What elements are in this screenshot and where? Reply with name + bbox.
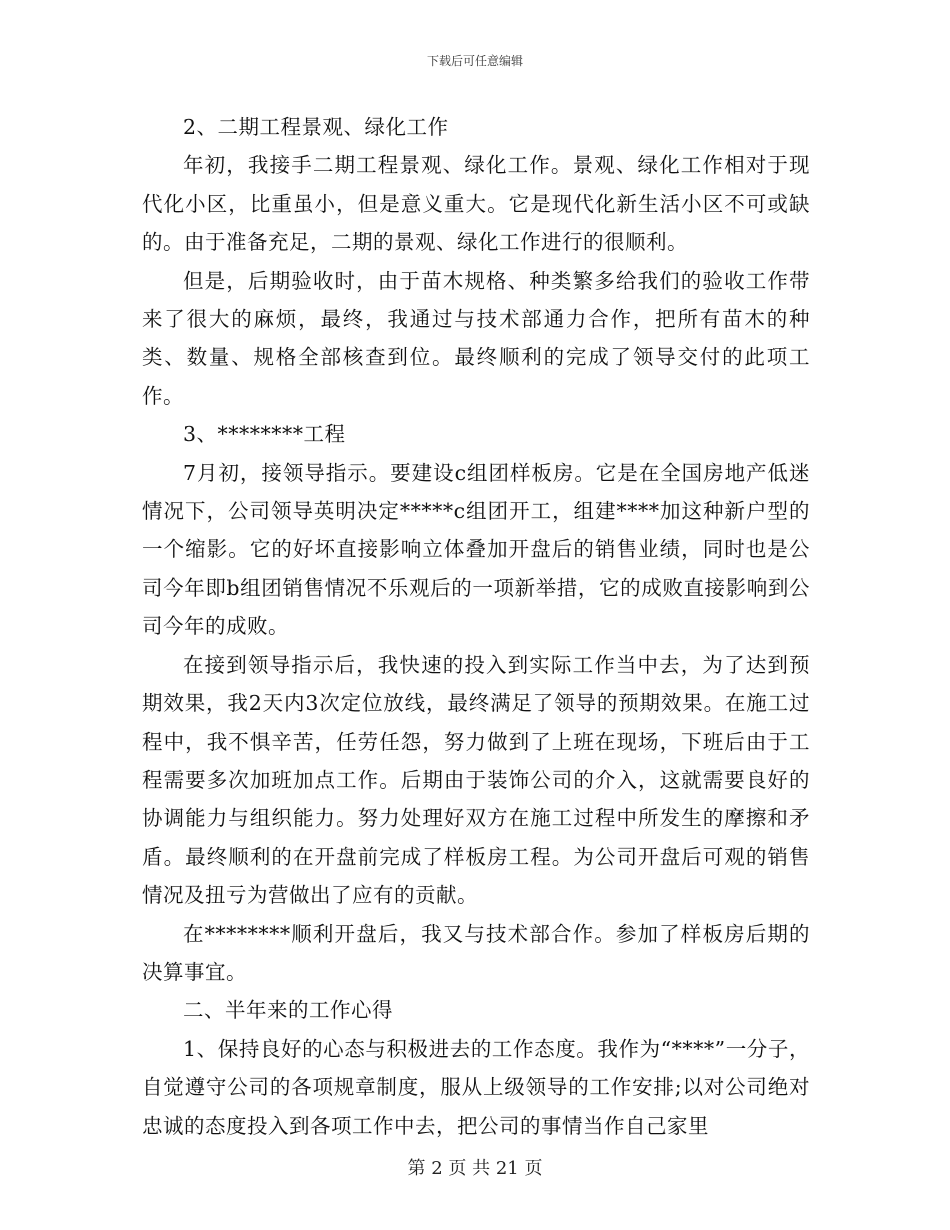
page-header-note: 下载后可任意编辑 <box>426 54 523 68</box>
document-body <box>142 108 810 1145</box>
paragraph: 但是，后期验收时，由于苗木规格、种类繁多给我们的验收工作带来了很大的麻烦，最终，我通过与技术部通力合作，把所有苗木的种类、数量、规格全部核查到位。最终顺利的完成了领导交付的此项工作。 <box>142 268 810 408</box>
section-heading-phase2-landscaping: 2、二期工程景观、绿化工作 <box>183 115 449 139</box>
paragraph: 1、保持良好的心态与积极进去的工作态度。我作为“****”一分子，自觉遵守公司的各项规章制度，服从上级领导的工作安排;以对公司绝对忠诚的态度投入到各项工作中去，把公司的事情当作自己家里 <box>142 1036 810 1138</box>
paragraph: 年初，我接手二期工程景观、绿化工作。景观、绿化工作相对于现代化小区，比重虽小，但是意义重大。它是现代化新生活小区不可或缺的。由于准备充足，二期的景观、绿化工作进行的很顺利。 <box>142 153 810 255</box>
section-heading-project: 3、********工程 <box>183 422 346 447</box>
paragraph: 7月初，接领导指示。要建设c组团样板房。它是在全国房地产低迷情况下，公司领导英明决定*****c组团开工，组建****加这种新户型的一个缩影。它的好坏直接影响立体叠加开盘后的销售业绩，同时也是公司今年即b组团销售情况不乐观后的一项新举措，它的成败直接影响到公司今年的成败。 <box>142 460 810 639</box>
page-number: 第 2 页 共 21 页 <box>407 1158 543 1179</box>
paragraph: 在接到领导指示后，我快速的投入到实际工作当中去，为了达到预期效果，我2天内3次定位放线，最终满足了领导的预期效果。在施工过程中，我不惧辛苦，任劳任怨，努力做到了上班在现场，下班后由于工程需要多次加班加点工作。后期由于装饰公司的介入，这就需要良好的协调能力与组织能力。努力处理好双方在施工过程中所发生的摩擦和矛盾。最终顺利的在开盘前完成了样板房工程。为公司开盘后可观的销售情况及扭亏为营做出了应有的贡献。 <box>142 652 810 908</box>
paragraph: 在********顺利开盘后，我又与技术部合作。参加了样板房后期的决算事宜。 <box>142 921 810 984</box>
section-heading-experience: 二、半年来的工作心得 <box>183 998 393 1023</box>
